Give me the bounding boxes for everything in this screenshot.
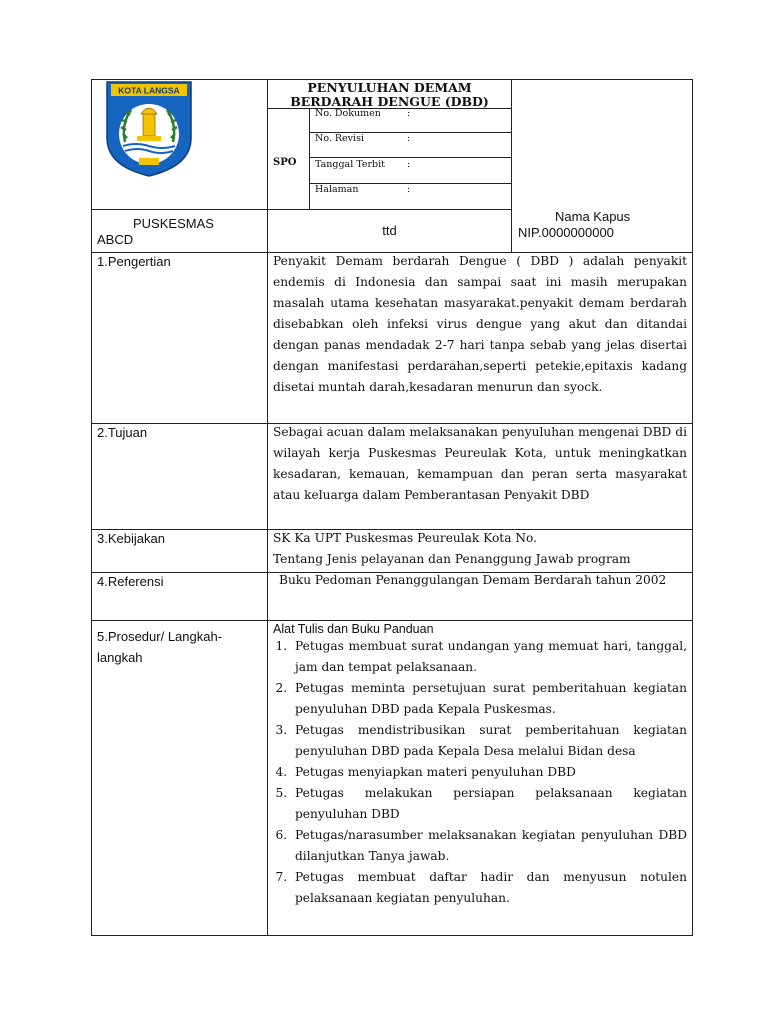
field-halaman-sep: : [407, 184, 411, 195]
prosedur-label-line-2: langkah [97, 650, 143, 665]
title-line-2: BERDARAH DENGUE (DBD) [290, 94, 489, 109]
title-line-1: PENYULUHAN DEMAM [307, 80, 472, 95]
prosedur-steps [271, 636, 687, 909]
step-item: 6. Petugas/narasumber melaksanakan kegiatan penyuluhan DBD dilanjutkan Tanya jawab. [291, 825, 687, 867]
step-item: 2. Petugas meminta persetujuan surat pemberitahuan kegiatan penyuluhan DBD pada Kepala Puskesmas. [291, 678, 687, 720]
document-title [268, 81, 511, 109]
head-nip: NIP.0000000000 [518, 225, 614, 240]
field-no-revisi-sep: : [407, 133, 411, 144]
prosedur-label [97, 626, 222, 668]
step-item: 1. Petugas membuat surat undangan yang memuat hari, tanggal, jam dan tempat pelaksanaan. [291, 636, 687, 678]
head-title: Nama Kapus [555, 209, 631, 224]
kota-langsa-logo [103, 80, 195, 178]
emblem-icon [103, 80, 195, 178]
column-divider [267, 79, 268, 936]
referensi-text: Buku Pedoman Penanggulangan Demam Berdarah tahun 2002 [279, 573, 667, 587]
header-bottom-line [91, 209, 511, 210]
field-halaman-label: Halaman [315, 184, 359, 195]
referensi-bottom-line [91, 620, 693, 621]
field-no-dokumen-sep: : [407, 108, 411, 119]
org-name-line-2: ABCD [97, 232, 134, 247]
kebijakan-label: 3.Kebijakan [97, 531, 165, 546]
field-no-dokumen-label: No. Dokumen [315, 108, 381, 119]
kebijakan-text [273, 528, 687, 570]
kebijakan-line-2: Tentang Jenis pelayanan dan Penanggung Jawab program [273, 552, 631, 566]
spo-label: SPO [273, 157, 297, 168]
logo-text: KOTA LANGSA [118, 85, 180, 96]
field-tanggal-terbit-sep: : [407, 159, 411, 170]
header-right-divider [511, 79, 512, 252]
org-name-line-1: PUSKESMAS [133, 216, 214, 231]
signature-ttd: ttd [382, 223, 397, 238]
pengertian-label: 1.Pengertian [97, 254, 171, 269]
referensi-label: 4.Referensi [97, 574, 164, 589]
field-no-revisi-label: No. Revisi [315, 133, 364, 144]
tujuan-label: 2.Tujuan [97, 425, 148, 440]
tujuan-text: Sebagai acuan dalam melaksanakan penyuluhan mengenai DBD di wilayah kerja Puskesmas Peureulak Kota, untuk meningkatkan kesadaran, kemauan, kemampuan dan peran serta masyarakat atau keluarga dalam Pemberantasan Penyakit DBD [273, 425, 687, 502]
step-item: 5. Petugas melakukan persiapan pelaksanaan kegiatan penyuluhan DBD [291, 783, 687, 825]
steps-list [271, 636, 687, 909]
step-item: 4. Petugas menyiapkan materi penyuluhan DBD [291, 762, 687, 783]
spo-divider [309, 108, 310, 209]
prosedur-label-line-1: 5.Prosedur/ Langkah- [97, 629, 223, 644]
pengertian-text: Penyakit Demam berdarah Dengue ( DBD ) adalah penyakit endemis di Indonesia dan sampai saat ini masih merupakan masalah utama kesehatan masyarakat.penyakit demam berdarah disebabkan oleh infeksi virus dengue yang akut dan ditandai dengan panas mendadak 2-7 hari tanpa sebab yang jelas disertai dengan manifestasi perdarahan,seperti petekie,epitaxis kadang disetai muntah darah,kesadaran menurun dan syock. [273, 254, 687, 394]
step-item: 7. Petugas membuat daftar hadir dan menyusun notulen pelaksanaan kegiatan penyuluhan. [291, 867, 687, 909]
field-tanggal-terbit-label: Tanggal Terbit [315, 159, 385, 170]
step-item: 3. Petugas mendistribusikan surat pemberitahuan kegiatan penyuluhan DBD pada Kepala Desa melalui Bidan desa [291, 720, 687, 762]
kebijakan-line-1: SK Ka UPT Puskesmas Peureulak Kota No. [273, 531, 537, 545]
field-line-2 [309, 157, 511, 158]
prosedur-intro: Alat Tulis dan Buku Panduan [273, 622, 434, 636]
